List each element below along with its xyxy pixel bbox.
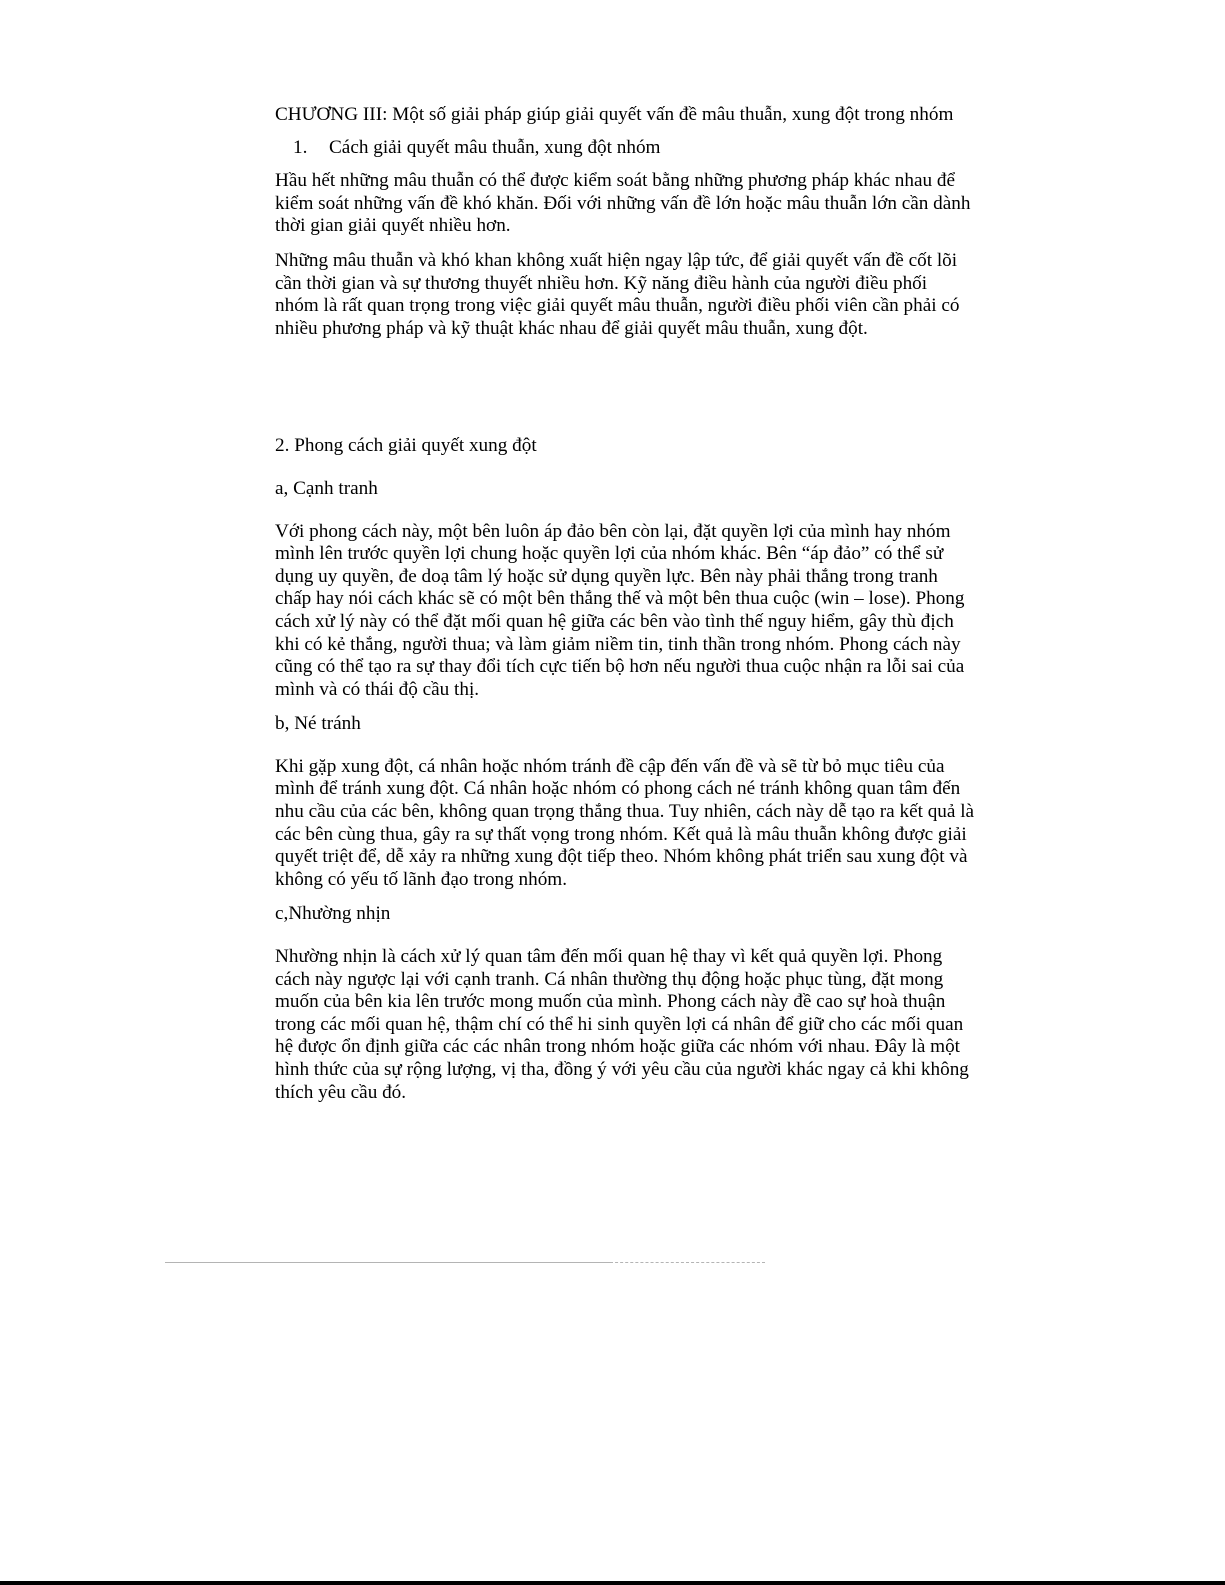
document-body	[275, 104, 975, 1116]
subsection-a-text: Với phong cách này, một bên luôn áp đảo bên còn lại, đặt quyền lợi của mình hay nhóm mình lên trước quyền lợi chung hoặc quyền lợi của nhóm khác. Bên “áp đảo” có thể sử dụng uy quyền, đe doạ tâm lý hoặc sử dụng quyền lực. Bên này phải thắng trong tranh chấp hay nói cách khác sẽ có một bên thắng thế và một bên thua cuộc (win – lose). Phong cách xử lý này có thể đặt mối quan hệ giữa các bên vào tình thế nguy hiểm, gây thù địch khi có kẻ thắng, người thua; và làm giảm niềm tin, tinh thần trong nhóm. Phong cách này cũng có thể tạo ra sự thay đổi tích cực tiến bộ hơn nếu người thua cuộc nhận ra lỗi sai của mình và có thái độ cầu thị.	[275, 520, 965, 700]
chapter-title: CHƯƠNG III: Một số giải pháp giúp giải quyết vấn đề mâu thuẫn, xung đột trong nhóm	[275, 104, 954, 125]
section-1-paragraph-2: Những mâu thuẫn và khó khan không xuất hiện ngay lập tức, để giải quyết vấn đề cốt lõi cần thời gian và sự thương thuyết nhiều hơn. Kỹ năng điều hành của người điều phối nhóm là rất quan trọng trong việc giải quyết mâu thuẫn, người điều phối viên cần phải có nhiều phương pháp và kỹ thuật khác nhau để giải quyết mâu thuẫn, xung đột.	[275, 249, 960, 339]
blank-spacer	[275, 352, 975, 435]
section-1-title: Cách giải quyết mâu thuẫn, xung đột nhóm	[329, 136, 661, 158]
section-1-paragraph-1: Hầu hết những mâu thuẫn có thể được kiểm soát bằng những phương pháp khác nhau để kiểm soát những vấn đề khó khăn. Đối với những vấn đề lớn hoặc mâu thuẫn lớn cần dành thời gian giải quyết nhiều hơn.	[275, 170, 971, 237]
subsection-b-text: Khi gặp xung đột, cá nhân hoặc nhóm tránh đề cập đến vấn đề và sẽ từ bỏ mục tiêu của mình để tránh xung đột. Cá nhân hoặc nhóm có phong cách né tránh không quan tâm đến nhu cầu của các bên, không quan trọng thắng thua. Tuy nhiên, cách này dễ tạo ra kết quả là các bên cùng thua, gây ra sự thất vọng trong nhóm. Kết quả là mâu thuẫn không được giải quyết triệt để, dễ xảy ra những xung đột tiếp theo. Nhóm không phát triển sau xung đột và không có yếu tố lãnh đạo trong nhóm.	[275, 755, 975, 890]
subsection-c-title: c,Nhường nhịn	[275, 903, 391, 925]
subsection-c-text: Nhường nhịn là cách xử lý quan tâm đến mối quan hệ thay vì kết quả quyền lợi. Phong cách này ngược lại với cạnh tranh. Cá nhân thường thụ động hoặc phục tùng, đặt mong muốn của bên kia lên trước mong muốn của mình. Phong cách này đề cao sự hoà thuận trong các mối quan hệ, thậm chí có thể hi sinh quyền lợi cá nhân để giữ cho các mối quan hệ được ổn định giữa các các nhân trong nhóm hoặc giữa các nhóm với nhau. Đây là một hình thức của sự rộng lượng, vị tha, đồng ý với yêu cầu của người khác ngay cả khi không thích yêu cầu đó.	[275, 946, 969, 1103]
section-1-number: 1.	[293, 136, 308, 158]
section-1-heading	[275, 137, 975, 160]
page-bottom-edge	[0, 1581, 1225, 1585]
subsection-a-title: a, Cạnh tranh	[275, 477, 378, 499]
subsection-b-title: b, Né tránh	[275, 713, 361, 735]
section-2-title: 2. Phong cách giải quyết xung đột	[275, 435, 537, 457]
footnote-separator-dashed	[610, 1262, 765, 1263]
footnote-separator	[165, 1262, 610, 1263]
